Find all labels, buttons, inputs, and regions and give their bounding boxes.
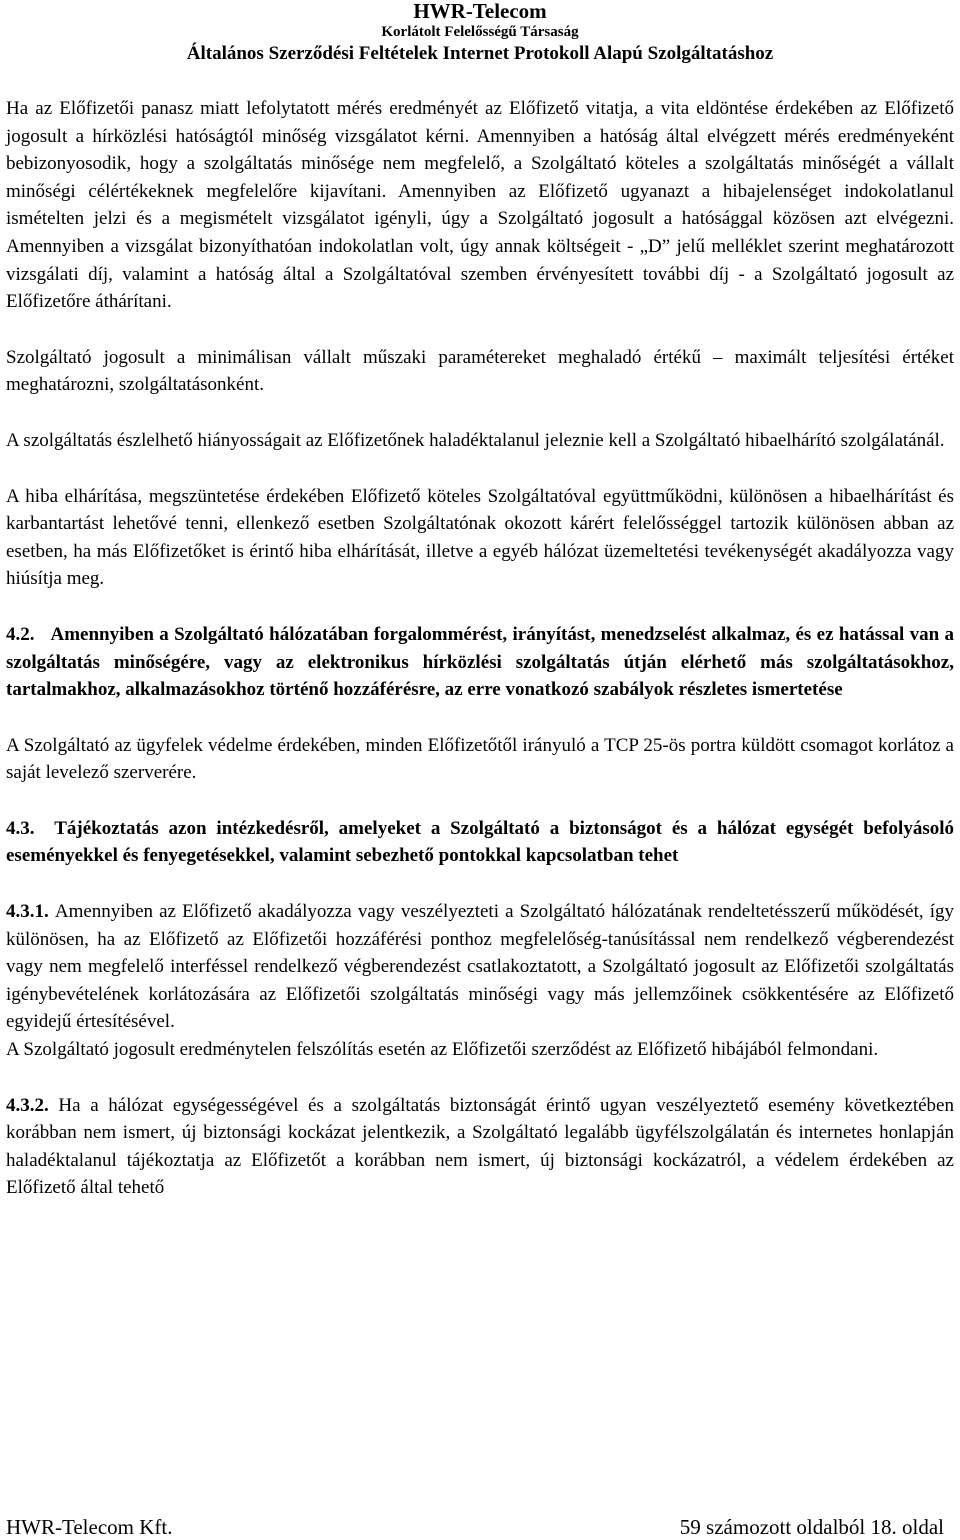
section-4-2-number: 4.2. xyxy=(6,623,35,645)
section-4-3-number: 4.3. xyxy=(6,817,35,839)
paragraph-termination: A Szolgáltató jogosult eredménytelen felszólítás esetén az Előfizetői szerződést az Előfizető hibájából felmondani. xyxy=(6,1039,879,1061)
section-4-3-2-number: 4.3.2. xyxy=(6,1094,49,1116)
section-4-3-1 xyxy=(6,898,954,1036)
paragraph-tcp-25: A Szolgáltató az ügyfelek védelme érdekében, minden Előfizetőtől irányuló a TCP 25-ös portra küldött csomagot korlátoz a saját levelező szerverére. xyxy=(6,734,954,784)
document-title: Általános Szerződési Feltételek Internet Protokoll Alapú Szolgáltatáshoz xyxy=(186,43,774,64)
section-4-3-2 xyxy=(6,1092,954,1202)
paragraph-measurement-dispute: Ha az Előfizetői panasz miatt lefolytatott mérés eredményét az Előfizető vitatja, a vita eldöntése érdekében az Előfizető jogosult a hírközlési hatóságtól minőség vizsgálatot kérni. Amennyiben a hatóság által elvégzett mérés eredményeként bebizonyosodik, hogy a szolgáltatás minősége nem megfelelő, a Szolgáltató köteles a szolgáltatás minőségét a vállalt minőségi célértékeknek megfelelőre kijavítani. Amennyiben az Előfizető ugyanazt a hibajelenséget indokolatlanul ismételten jelzi és a megismételt vizsgálatot igényli, úgy a Szolgáltató jogosult a hatósággal közösen azt elvégezni. Amennyiben a vizsgálat bizonyíthatóan indokolatlan volt, úgy annak költségeit - „D” jelű melléklet szerint meghatározott vizsgálati díj, valamint a hatóság által a Szolgáltatóval szemben érvényesített további díj - a Szolgáltató jogosult az Előfizetőre áthárítani. xyxy=(6,98,954,313)
company-name: HWR-Telecom xyxy=(413,0,547,23)
section-4-3-heading xyxy=(6,815,954,870)
paragraph-max-performance: Szolgáltató jogosult a minimálisan vállalt műszaki paramétereket meghaladó értékű – maximált teljesítési értéket meghatározni, szolgáltatásonként. xyxy=(6,346,954,396)
section-4-3-1-text: Amennyiben az Előfizető akadályozza vagy veszélyezteti a Szolgáltató hálózatának rendeltetésszerű működését, így különösen, ha az Előfizető az Előfizetői hozzáférési ponthoz megfelelőség-tanúsítással nem rendelkező végberendezést vagy nem megfelelő interféssel rendelkező végberendezést csatlakoztatott, a Szolgáltató jogosult az Előfizetői szolgáltatás igénybevételének korlátozására az Előfizetői szolgáltatás minőségi vagy más jellemzőinek csökkentésére az Előfizető egyidejű értesítésével. xyxy=(6,901,954,1033)
section-4-2-heading xyxy=(6,621,954,704)
footer-company: HWR-Telecom Kft. xyxy=(6,1515,173,1539)
section-4-3-title: Tájékoztatás azon intézkedésről, amelyeket a Szolgáltató a biztonságot és a hálózat egységét befolyásoló eseményekkel és fenyegetésekkel, valamint sebezhető pontokkal kapcsolatban tehet xyxy=(6,817,955,867)
section-4-3-1-number: 4.3.1. xyxy=(6,901,49,923)
footer-page-number: 59 számozott oldalból 18. oldal xyxy=(679,1515,944,1539)
paragraph-fault-cooperation: A hiba elhárítása, megszüntetése érdekében Előfizető köteles Szolgáltatóval együttműködni, különösen a hibaelhárítást és karbantartást lehetővé tenni, ellenkező esetben Szolgáltatónak okozott kárért felelősséggel tartozik különösen abban az esetben, ha más Előfizetőket is érintő hiba elhárítását, illetve a egyéb hálózat üzemeltetési tevékenységét akadályozza vagy hiúsítja meg. xyxy=(6,485,954,590)
document-body xyxy=(6,95,954,1202)
paragraph-fault-report: A szolgáltatás észlelhető hiányosságait az Előfizetőnek haladéktalanul jeleznie kell a Szolgáltató hibaelhárító szolgálatánál. xyxy=(6,429,945,451)
page-footer xyxy=(6,1514,954,1540)
page-header xyxy=(0,0,960,66)
section-4-2-title: Amennyiben a Szolgáltató hálózatában forgalommérést, irányítást, menedzselést alkalmaz, és ez hatással van a szolgáltatás minőségére, vagy az elektronikus hírközlési szolgáltatás útján elérhető más szolgáltatásokhoz, tartalmakhoz, alkalmazásokhoz történő hozzáférésre, az erre vonatkozó szabályok részletes ismertetése xyxy=(6,623,955,701)
section-4-3-2-text: Ha a hálózat egységességével és a szolgáltatás biztonságát érintő ugyan veszélyeztető esemény következtében korábban nem ismert, új biztonsági kockázat jelentkezik, a Szolgáltató legalább ügyfélszolgálatán és internetes honlapján haladéktalanul tájékoztatja az Előfizetőt a korábban nem ismert, új biztonsági kockázatról, a védelem érdekében az Előfizető által tehető xyxy=(6,1094,954,1199)
company-form: Korlátolt Felelősségű Társaság xyxy=(381,24,579,40)
